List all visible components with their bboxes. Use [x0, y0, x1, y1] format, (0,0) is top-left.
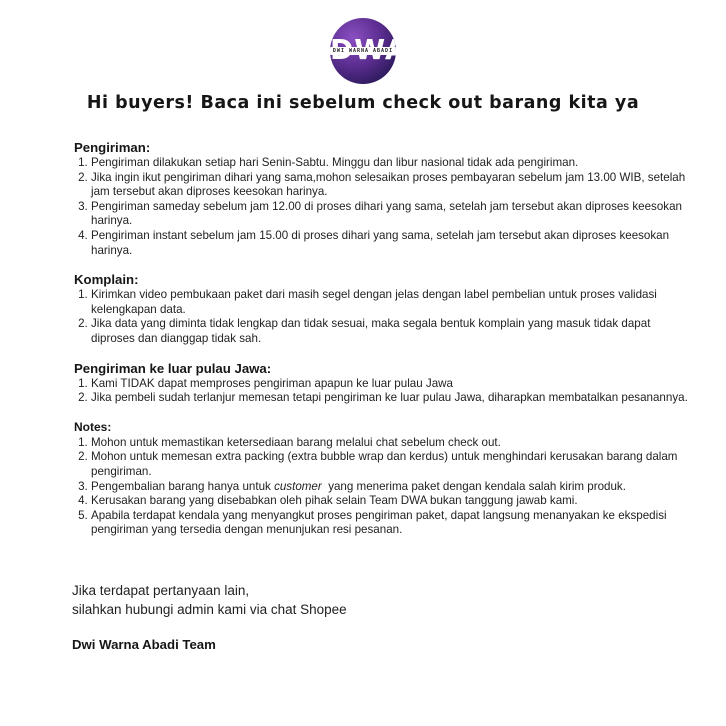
section-heading: Pengiriman: [74, 140, 151, 155]
section-heading: Notes: [74, 419, 112, 434]
section-heading: Pengiriman ke luar pulau Jawa: [74, 360, 272, 376]
section-komplain [74, 271, 694, 346]
list-item: 4. Kerusakan barang yang disebabkan oleh pihak selain Team DWA bukan tanggung jawab kami. [91, 494, 694, 509]
signature: Dwi Warna Abadi Team [72, 637, 216, 652]
list-item: 1. Kirimkan video pembukaan paket dari masih segel dengan jelas dengan label pembelian untuk proses validasi kelengkapan data. [91, 288, 694, 317]
page-title: Hi buyers! Baca ini sebelum check out barang kita ya [86, 93, 640, 113]
section-heading: Komplain: [74, 272, 139, 288]
list-item [91, 480, 694, 495]
item-emphasis: customer [274, 479, 322, 493]
list-item: 3. Pengiriman sameday sebelum jam 12.00 di proses dihari yang sama, setelah jam tersebut akan diproses keesokan harinya. [91, 200, 694, 229]
policy-list [74, 156, 694, 258]
list-item: 1. Kami TIDAK dapat memproses pengiriman apapun ke luar pulau Jawa [91, 377, 694, 392]
policy-content [74, 139, 694, 551]
list-item: 1. Pengiriman dilakukan setiap hari Senin-Sabtu. Minggu dan libur nasional tidak ada pengiriman. [91, 156, 694, 171]
item-text: Pengembalian barang hanya untuk [91, 479, 275, 493]
logo-tagline: DWI WARNA ABADI [330, 47, 396, 55]
list-item: 2. Mohon untuk memesan extra packing (extra bubble wrap dan kerdus) untuk menghindari kerusakan barang dalam pengiriman. [91, 450, 694, 479]
section-luar-jawa [74, 360, 694, 406]
item-text: yang menerima paket dengan kendala salah kirim produk. [321, 479, 626, 493]
section-notes [74, 419, 694, 538]
contact-line: silahkan hubungi admin kami via chat Shopee [72, 602, 347, 617]
section-pengiriman [74, 139, 694, 258]
list-item: 2. Jika data yang diminta tidak lengkap dan tidak sesuai, maka segala bentuk komplain yang masuk tidak dapat diproses dan dianggap tidak sah. [91, 317, 694, 346]
policy-list [74, 436, 694, 538]
contact-line: Jika terdapat pertanyaan lain, [72, 583, 250, 598]
list-item: 2. Jika ingin ikut pengiriman dihari yang sama,mohon selesaikan proses pembayaran sebelum jam 13.00 WIB, setelah jam tersebut akan diproses keesokan harinya. [91, 171, 694, 200]
list-item: 5. Apabila terdapat kendala yang menyangkut proses pengiriman paket, dapat langsung menanyakan ke ekspedisi pengiriman yang tersedia dengan menunjukan resi pesanan. [91, 509, 694, 538]
list-item: 4. Pengiriman instant sebelum jam 15.00 di proses dihari yang sama, setelah jam tersebut akan diproses keesokan harinya. [91, 229, 694, 258]
list-item: 1. Mohon untuk memastikan ketersediaan barang melalui chat sebelum check out. [91, 436, 694, 451]
contact-info [72, 581, 347, 619]
policy-list [74, 377, 694, 406]
brand-logo [330, 18, 396, 84]
list-item: 2. Jika pembeli sudah terlanjur memesan tetapi pengiriman ke luar pulau Jawa, diharapkan membatalkan pesanannya. [91, 391, 694, 406]
policy-list [74, 288, 694, 346]
